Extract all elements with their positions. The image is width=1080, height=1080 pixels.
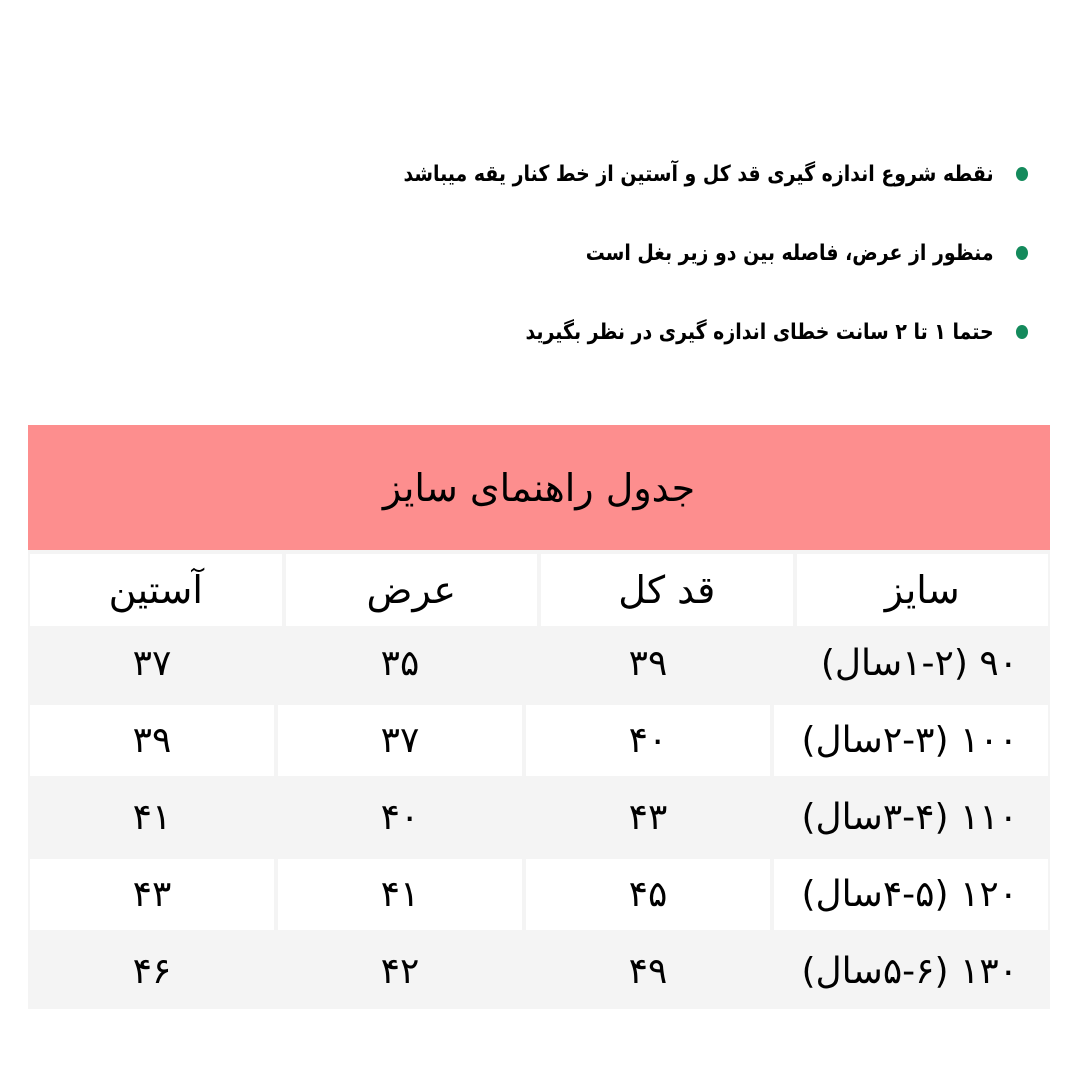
note-text: حتما ۱ تا ۲ سانت خطای اندازه گیری در نظر بگیرید — [525, 319, 994, 345]
cell-width: ۳۵ — [380, 643, 420, 684]
table-row — [28, 780, 1050, 855]
measurement-notes — [403, 148, 1028, 385]
cell-width: ۳۷ — [278, 705, 522, 776]
bullet-dot-icon — [1016, 167, 1028, 181]
table-row — [28, 855, 1050, 934]
cell-total-length: ۴۹ — [628, 951, 668, 992]
cell-sleeve: ۳۹ — [30, 705, 274, 776]
cell-size: ۹۰ (۱-۲سال) — [820, 643, 1018, 684]
cell-total-length: ۴۰ — [526, 705, 770, 776]
cell-sleeve: ۴۶ — [132, 951, 172, 992]
cell-width: ۴۲ — [380, 951, 420, 992]
note-text: منظور از عرض، فاصله بین دو زیر بغل است — [585, 240, 994, 266]
cell-total-length: ۴۵ — [526, 859, 770, 930]
cell-size: ۱۱۰ (۳-۴سال) — [801, 797, 1018, 838]
bullet-dot-icon — [1016, 246, 1028, 260]
table-header-row — [28, 550, 1050, 626]
cell-sleeve: ۴۱ — [132, 797, 172, 838]
table-row — [28, 626, 1050, 701]
header-total-length: قد کل — [541, 554, 793, 626]
note-item — [495, 306, 1028, 358]
cell-size: ۱۳۰ (۵-۶سال) — [801, 951, 1018, 992]
header-size: سایز — [797, 554, 1049, 626]
cell-width: ۴۰ — [380, 797, 420, 838]
note-item — [403, 148, 1028, 200]
cell-size: ۱۰۰ (۲-۳سال) — [774, 705, 1048, 776]
cell-total-length: ۴۳ — [628, 797, 668, 838]
table-title: جدول راهنمای سایز — [28, 425, 1050, 550]
cell-width: ۴۱ — [278, 859, 522, 930]
table-row — [28, 934, 1050, 1009]
cell-size: ۱۲۰ (۴-۵سال) — [774, 859, 1048, 930]
size-guide-table — [28, 425, 1050, 1009]
note-item — [495, 227, 1028, 279]
cell-total-length: ۳۹ — [628, 643, 668, 684]
note-text: نقطه شروع اندازه گیری قد کل و آستین از خط کنار یقه میباشد — [403, 161, 994, 187]
cell-sleeve: ۳۷ — [132, 643, 172, 684]
header-sleeve: آستین — [30, 554, 282, 626]
header-width: عرض — [286, 554, 538, 626]
table-row — [28, 701, 1050, 780]
cell-sleeve: ۴۳ — [30, 859, 274, 930]
bullet-dot-icon — [1016, 325, 1028, 339]
